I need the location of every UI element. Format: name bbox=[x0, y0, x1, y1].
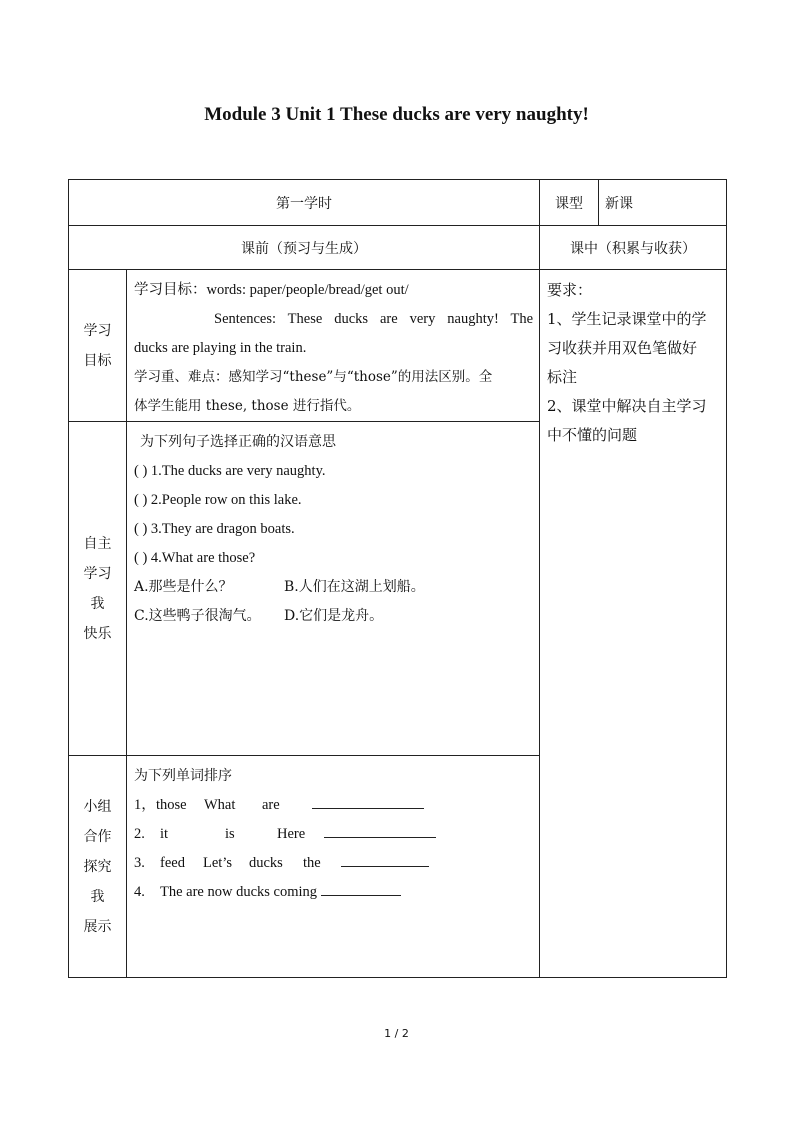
self-study-content bbox=[127, 422, 540, 756]
options-row bbox=[134, 602, 533, 631]
option-a: A.那些是什么？ bbox=[134, 579, 233, 595]
group-label-line: 我 bbox=[90, 888, 105, 905]
ordering-item bbox=[134, 791, 533, 820]
group-label-line: 展示 bbox=[83, 918, 112, 935]
header-row bbox=[69, 180, 727, 226]
word: is bbox=[225, 826, 235, 842]
goals-label bbox=[69, 270, 127, 422]
self-study-label-line: 快乐 bbox=[83, 625, 112, 642]
goals-sentences-line-2: ducks are playing in the train. bbox=[134, 340, 307, 356]
self-study-label-line: 学习 bbox=[83, 565, 112, 582]
in-class-heading: 课中（积累与收获） bbox=[540, 226, 727, 270]
type-label-cell: 课型 bbox=[540, 180, 599, 226]
goals-content bbox=[127, 270, 540, 422]
option-b: B.人们在这湖上划船。 bbox=[284, 579, 425, 595]
self-study-label bbox=[69, 422, 127, 756]
question-item: ( ) 1.The ducks are very naughty. bbox=[134, 463, 326, 479]
group-content bbox=[127, 756, 540, 978]
word: feed bbox=[160, 855, 185, 871]
option-c: C.这些鸭子很淘气。 bbox=[134, 608, 261, 624]
goals-label-line: 学习 bbox=[83, 322, 112, 339]
answer-blank[interactable] bbox=[321, 881, 401, 896]
word: those bbox=[156, 797, 187, 813]
ordering-item bbox=[134, 878, 533, 907]
requirements-line: 中不懂的问题 bbox=[547, 426, 638, 444]
goals-words-line: 学习目标：words: paper/people/bread/get out/ bbox=[134, 282, 409, 298]
self-study-label-line: 我 bbox=[90, 595, 105, 612]
option-d: D.它们是龙舟。 bbox=[284, 608, 384, 624]
word: the bbox=[303, 855, 321, 871]
question-item: ( ) 3.They are dragon boats. bbox=[134, 521, 295, 537]
goals-focus-line-2: 体学生能用 these, those 进行指代。 bbox=[134, 398, 361, 414]
item-number: 2. bbox=[134, 826, 145, 842]
answer-blank[interactable] bbox=[312, 794, 424, 809]
page-number: 1 / 2 bbox=[384, 1027, 409, 1040]
question-item: ( ) 2.People row on this lake. bbox=[134, 492, 302, 508]
ordering-item bbox=[134, 820, 533, 849]
self-study-label-line: 自主 bbox=[83, 535, 112, 552]
page-title: Module 3 Unit 1 These ducks are very naughty! bbox=[204, 104, 589, 125]
group-label-line: 合作 bbox=[83, 828, 112, 845]
lesson-plan-table bbox=[68, 179, 727, 978]
requirements-line: 2、课堂中解决自主学习 bbox=[547, 397, 707, 415]
answer-blank[interactable] bbox=[324, 823, 436, 838]
subheader-row bbox=[69, 226, 727, 270]
answer-blank[interactable] bbox=[341, 852, 429, 867]
question-item: ( ) 4.What are those? bbox=[134, 550, 256, 566]
ordering-item bbox=[134, 849, 533, 878]
goals-focus-line: 学习重、难点：感知学习“these”与“those”的用法区别。全 bbox=[134, 369, 493, 385]
requirements-line: 要求： bbox=[547, 281, 593, 299]
group-label bbox=[69, 756, 127, 978]
goals-row bbox=[69, 270, 727, 422]
requirements-line: 1、学生记录课堂中的学 bbox=[547, 310, 707, 328]
item-number: 1， bbox=[134, 797, 156, 813]
group-label-line: 小组 bbox=[83, 798, 112, 815]
group-instruction: 为下列单词排序 bbox=[134, 768, 232, 784]
word: What bbox=[204, 797, 236, 813]
group-label-line: 探究 bbox=[83, 858, 112, 875]
pre-class-heading: 课前（预习与生成） bbox=[69, 226, 540, 270]
word: ducks bbox=[249, 855, 283, 871]
options-row bbox=[134, 573, 533, 602]
goals-sentences-line: Sentences: These ducks are very naughty! The bbox=[214, 311, 533, 327]
requirements-cell bbox=[540, 270, 727, 978]
goals-label-line: 目标 bbox=[83, 352, 112, 369]
item-number: 3. bbox=[134, 855, 145, 871]
requirements-line: 习收获并用双色笔做好 bbox=[547, 339, 698, 357]
word: Here bbox=[277, 826, 306, 842]
requirements-line: 标注 bbox=[547, 368, 578, 386]
lesson-cell: 第一学时 bbox=[69, 180, 540, 226]
word: The are now ducks coming bbox=[160, 884, 318, 900]
item-number: 4. bbox=[134, 884, 145, 900]
type-value-cell: 新课 bbox=[599, 180, 727, 226]
word: Let’s bbox=[203, 855, 232, 871]
self-study-instruction: 为下列句子选择正确的汉语意思 bbox=[140, 434, 336, 450]
word: are bbox=[262, 797, 280, 813]
word: it bbox=[160, 826, 169, 842]
